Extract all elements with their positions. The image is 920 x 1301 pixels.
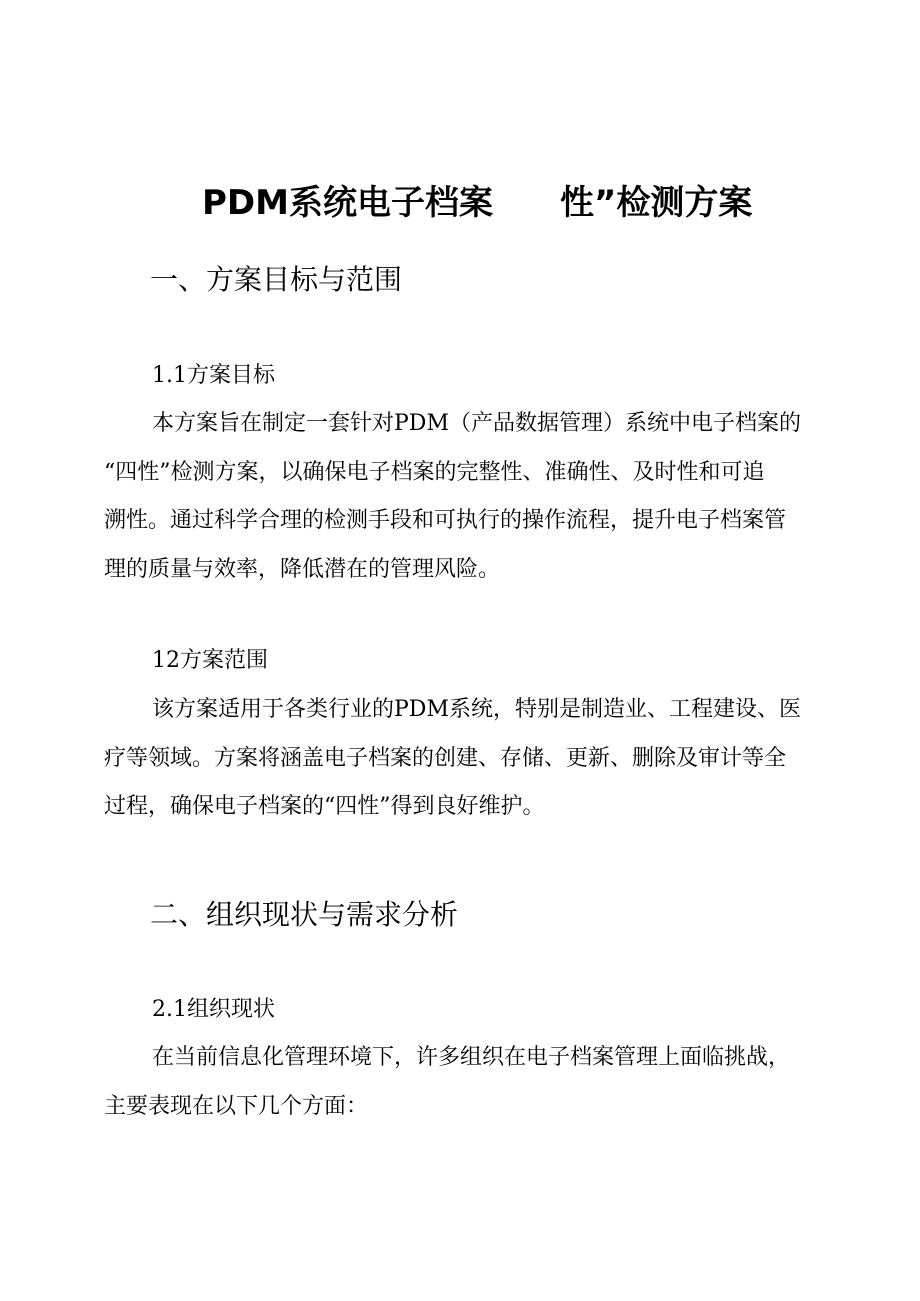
- section-heading-2: 二、组织现状与需求分析: [150, 898, 459, 931]
- paragraph-line: “四性”检测方案，以确保电子档案的完整性、准确性、及时性和可追: [104, 459, 765, 485]
- paragraph-line: 溯性。通过科学合理的检测手段和可执行的操作流程，提升电子档案管: [104, 508, 787, 533]
- subsection-heading-1-1: 1.1方案目标: [152, 363, 275, 388]
- document-title-right: 性”检测方案: [560, 183, 753, 223]
- paragraph-current-status: [104, 1034, 824, 1131]
- paragraph-line: 疗等领域。方案将涵盖电子档案的创建、存储、更新、删除及审计等全: [104, 745, 787, 771]
- paragraph-line: 该方案适用于各类行业的PDM系统，特别是制造业、工程建设、医: [152, 697, 801, 722]
- subsection-heading-1-2: 12方案范围: [152, 648, 268, 673]
- paragraph-line: 主要表现在以下几个方面：: [104, 1093, 369, 1119]
- document-title: [0, 178, 920, 228]
- paragraph-line: 本方案旨在制定一套针对PDM（产品数据管理）系统中电子档案的: [152, 411, 801, 436]
- paragraph-objective: [104, 400, 824, 594]
- section-heading-1: 一、方案目标与范围: [150, 263, 403, 296]
- paragraph-line: 理的质量与效率，降低潜在的管理风险。: [104, 556, 501, 582]
- document-title-left: PDM系统电子档案: [202, 183, 493, 223]
- paragraph-scope: [104, 686, 824, 832]
- paragraph-line: 在当前信息化管理环境下，许多组织在电子档案管理上面临挑战，: [152, 1045, 791, 1070]
- paragraph-line: 过程，确保电子档案的“四性”得到良好维护。: [104, 794, 545, 819]
- subsection-heading-2-1: 2.1组织现状: [152, 997, 275, 1022]
